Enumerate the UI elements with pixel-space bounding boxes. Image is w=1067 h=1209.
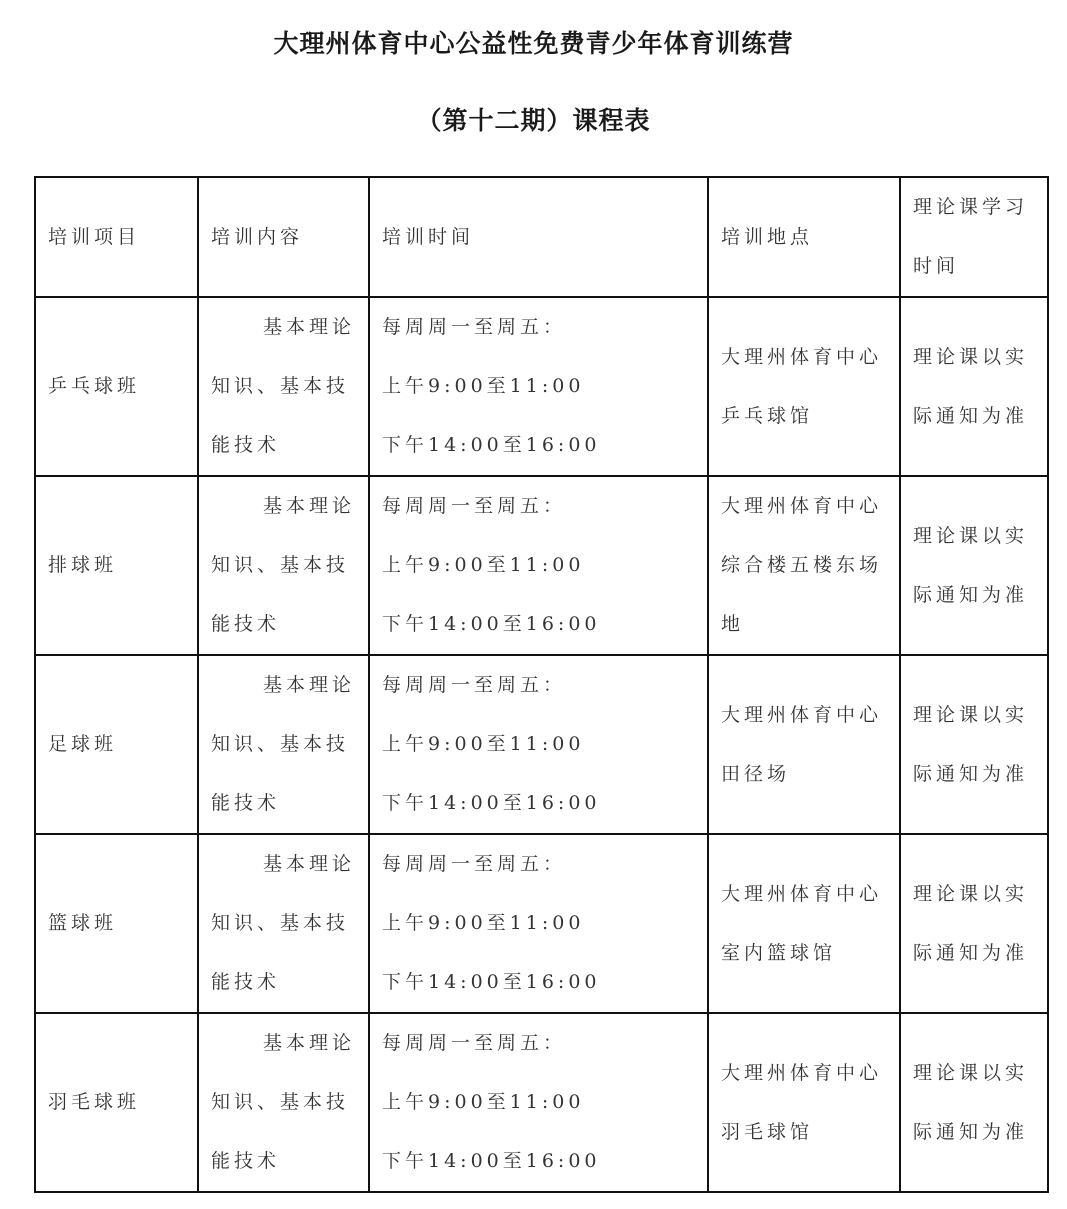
content-line: 基本理论 bbox=[263, 316, 356, 338]
content-line: 知识、基本技 bbox=[211, 1091, 350, 1113]
location-line: 田径场 bbox=[721, 762, 791, 785]
cell-location bbox=[708, 476, 900, 655]
document-title: 大理州体育中心公益性免费青少年体育训练营 bbox=[273, 29, 794, 58]
cell-content bbox=[198, 834, 369, 1013]
content-line: 能技术 bbox=[211, 434, 281, 456]
time-line: 下午14:00至16:00 bbox=[382, 971, 601, 993]
header-time bbox=[369, 177, 708, 297]
cell-theory bbox=[900, 297, 1048, 476]
content-line: 知识、基本技 bbox=[211, 912, 350, 934]
cell-time bbox=[369, 834, 708, 1013]
cell-project bbox=[35, 655, 198, 834]
time-line: 下午14:00至16:00 bbox=[382, 1150, 601, 1172]
cell-theory bbox=[900, 834, 1048, 1013]
content-line: 知识、基本技 bbox=[211, 733, 350, 755]
theory-line: 理论课以实 bbox=[913, 882, 1029, 905]
cell-time bbox=[369, 655, 708, 834]
location-line: 综合楼五楼东场 bbox=[721, 554, 883, 576]
time-line: 上午9:00至11:00 bbox=[382, 1091, 585, 1113]
project-name: 篮球班 bbox=[48, 912, 118, 934]
location-line: 乒乓球馆 bbox=[721, 404, 814, 427]
content-line: 能技术 bbox=[211, 613, 281, 635]
header-location bbox=[708, 177, 900, 297]
project-name: 足球班 bbox=[48, 733, 118, 755]
content-line: 能技术 bbox=[211, 1150, 281, 1172]
content-line: 基本理论 bbox=[263, 1032, 356, 1054]
content-line: 知识、基本技 bbox=[211, 554, 350, 576]
theory-line: 际通知为准 bbox=[913, 583, 1029, 606]
header-project-label: 培训项目 bbox=[48, 225, 141, 248]
content-line: 知识、基本技 bbox=[211, 375, 350, 397]
theory-line: 际通知为准 bbox=[913, 404, 1029, 427]
table-row bbox=[35, 834, 1048, 1013]
cell-time bbox=[369, 1013, 708, 1192]
time-line: 每周周一至周五： bbox=[382, 316, 567, 338]
time-line: 上午9:00至11:00 bbox=[382, 733, 585, 755]
cell-theory bbox=[900, 655, 1048, 834]
content-line: 基本理论 bbox=[263, 674, 356, 696]
location-line: 地 bbox=[721, 613, 745, 635]
location-line: 大理州体育中心 bbox=[721, 703, 883, 726]
table-header-row bbox=[35, 177, 1048, 297]
time-line: 上午9:00至11:00 bbox=[382, 554, 585, 576]
header-theory bbox=[900, 177, 1048, 297]
project-name: 羽毛球班 bbox=[48, 1091, 141, 1113]
location-line: 大理州体育中心 bbox=[721, 345, 883, 368]
time-line: 每周周一至周五： bbox=[382, 674, 567, 696]
theory-line: 际通知为准 bbox=[913, 762, 1029, 785]
time-line: 上午9:00至11:00 bbox=[382, 375, 585, 397]
header-time-label: 培训时间 bbox=[382, 225, 475, 248]
location-line: 大理州体育中心 bbox=[721, 1061, 883, 1084]
project-name: 乒乓球班 bbox=[48, 375, 141, 397]
theory-line: 理论课以实 bbox=[913, 1061, 1029, 1084]
document-subtitle: （第十二期）课程表 bbox=[416, 106, 651, 135]
time-line: 每周周一至周五： bbox=[382, 853, 567, 875]
cell-time bbox=[369, 476, 708, 655]
cell-location bbox=[708, 297, 900, 476]
theory-line: 际通知为准 bbox=[913, 1120, 1029, 1143]
cell-theory bbox=[900, 1013, 1048, 1192]
cell-content bbox=[198, 655, 369, 834]
header-theory-label-line2: 时间 bbox=[913, 255, 960, 277]
time-line: 每周周一至周五： bbox=[382, 495, 567, 517]
content-line: 能技术 bbox=[211, 792, 281, 814]
table-row bbox=[35, 297, 1048, 476]
project-name: 排球班 bbox=[48, 554, 118, 576]
table-row bbox=[35, 1013, 1048, 1192]
cell-content bbox=[198, 297, 369, 476]
cell-theory bbox=[900, 476, 1048, 655]
cell-location bbox=[708, 1013, 900, 1192]
content-line: 基本理论 bbox=[263, 853, 356, 875]
cell-project bbox=[35, 297, 198, 476]
header-theory-label-line1: 理论课学习 bbox=[913, 196, 1029, 218]
time-line: 每周周一至周五： bbox=[382, 1032, 567, 1054]
cell-content bbox=[198, 476, 369, 655]
table-row bbox=[35, 476, 1048, 655]
time-line: 上午9:00至11:00 bbox=[382, 912, 585, 934]
cell-project bbox=[35, 476, 198, 655]
header-location-label: 培训地点 bbox=[721, 225, 814, 248]
cell-content bbox=[198, 1013, 369, 1192]
header-content bbox=[198, 177, 369, 297]
theory-line: 理论课以实 bbox=[913, 524, 1029, 547]
time-line: 下午14:00至16:00 bbox=[382, 792, 601, 814]
cell-time bbox=[369, 297, 708, 476]
header-content-label: 培训内容 bbox=[211, 225, 304, 248]
theory-line: 际通知为准 bbox=[913, 941, 1029, 964]
content-line: 能技术 bbox=[211, 971, 281, 993]
theory-line: 理论课以实 bbox=[913, 345, 1029, 368]
cell-location bbox=[708, 834, 900, 1013]
cell-location bbox=[708, 655, 900, 834]
cell-project bbox=[35, 1013, 198, 1192]
location-line: 大理州体育中心 bbox=[721, 495, 883, 517]
content-line: 基本理论 bbox=[263, 495, 356, 517]
time-line: 下午14:00至16:00 bbox=[382, 613, 601, 635]
location-line: 大理州体育中心 bbox=[721, 882, 883, 905]
table-row bbox=[35, 655, 1048, 834]
header-project bbox=[35, 177, 198, 297]
location-line: 羽毛球馆 bbox=[721, 1120, 814, 1143]
time-line: 下午14:00至16:00 bbox=[382, 434, 601, 456]
schedule-table bbox=[34, 176, 1049, 1193]
cell-project bbox=[35, 834, 198, 1013]
location-line: 室内篮球馆 bbox=[721, 941, 837, 964]
theory-line: 理论课以实 bbox=[913, 703, 1029, 726]
